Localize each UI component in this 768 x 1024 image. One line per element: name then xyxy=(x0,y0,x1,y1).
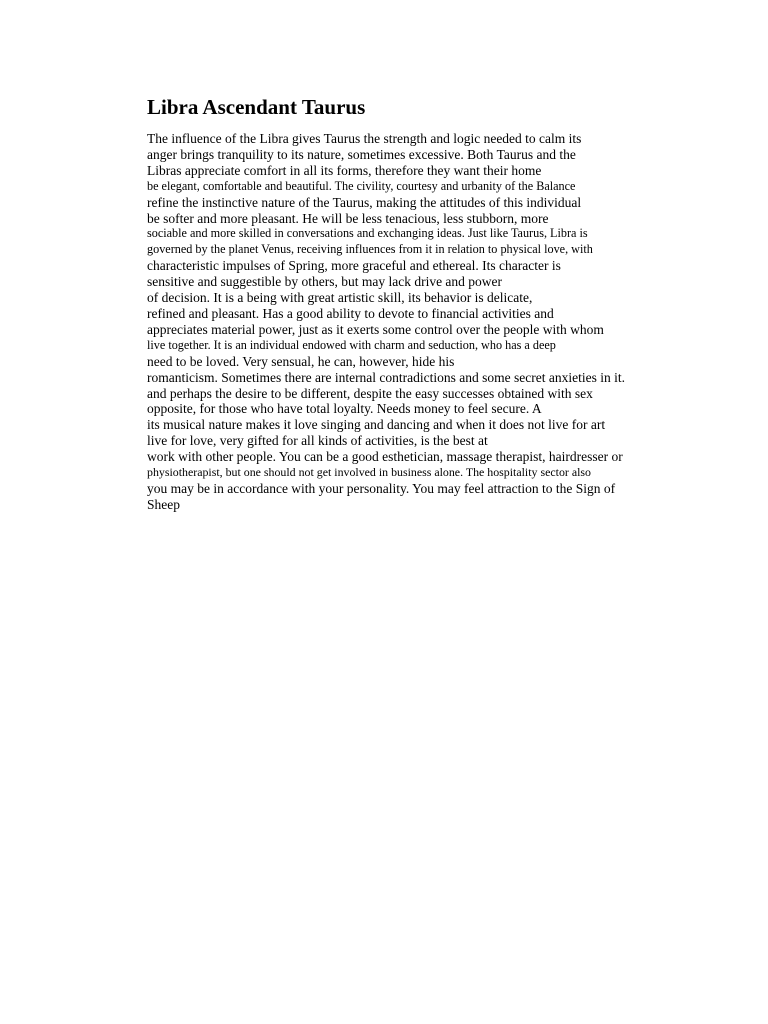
body-line: be elegant, comfortable and beautiful. The civility, courtesy and urbanity of the Balance xyxy=(147,178,576,193)
document-body xyxy=(147,131,687,513)
body-line: characteristic impulses of Spring, more graceful and ethereal. Its character is xyxy=(147,258,561,274)
body-line: need to be loved. Very sensual, he can, however, hide his xyxy=(147,353,455,369)
body-line: be softer and more pleasant. He will be less tenacious, less stubborn, more xyxy=(147,210,549,226)
body-line: sensitive and suggestible by others, but may lack drive and power xyxy=(147,274,503,290)
body-line: refined and pleasant. Has a good ability to devote to financial activities and xyxy=(147,305,554,321)
body-line: governed by the planet Venus, receiving influences from it in relation to physical love, with xyxy=(147,242,593,257)
body-line: work with other people. You can be a good esthetician, massage therapist, hairdresser or xyxy=(147,449,623,465)
body-line: Libras appreciate comfort in all its forms, therefore they want their home xyxy=(147,162,542,178)
body-line: opposite, for those who have total loyalty. Needs money to feel secure. A xyxy=(147,401,542,417)
document-title: Libra Ascendant Taurus xyxy=(147,95,366,119)
body-line: sociable and more skilled in conversations and exchanging ideas. Just like Taurus, Libra is xyxy=(147,226,588,241)
body-line: you may be in accordance with your personality. You may feel attraction to the Sign of xyxy=(147,480,616,496)
body-line: physiotherapist, but one should not get involved in business alone. The hospitality sector also xyxy=(147,465,591,480)
document-page xyxy=(147,94,687,513)
body-line: refine the instinctive nature of the Taurus, making the attitudes of this individual xyxy=(147,194,582,210)
body-line: Sheep xyxy=(147,496,180,512)
body-line: live together. It is an individual endowed with charm and seduction, who has a deep xyxy=(147,337,556,352)
body-line: romanticism. Sometimes there are internal contradictions and some secret anxieties in it. xyxy=(147,369,625,385)
body-line: live for love, very gifted for all kinds of activities, is the best at xyxy=(147,433,488,449)
body-line: and perhaps the desire to be different, despite the easy successes obtained with sex xyxy=(147,385,593,401)
body-line: appreciates material power, just as it exerts some control over the people with whom xyxy=(147,321,604,337)
body-line: The influence of the Libra gives Taurus the strength and logic needed to calm its xyxy=(147,131,582,146)
body-line: its musical nature makes it love singing and dancing and when it does not live for art xyxy=(147,417,606,433)
body-line: of decision. It is a being with great artistic skill, its behavior is delicate, xyxy=(147,290,533,306)
body-line: anger brings tranquility to its nature, sometimes excessive. Both Taurus and the xyxy=(147,146,576,162)
